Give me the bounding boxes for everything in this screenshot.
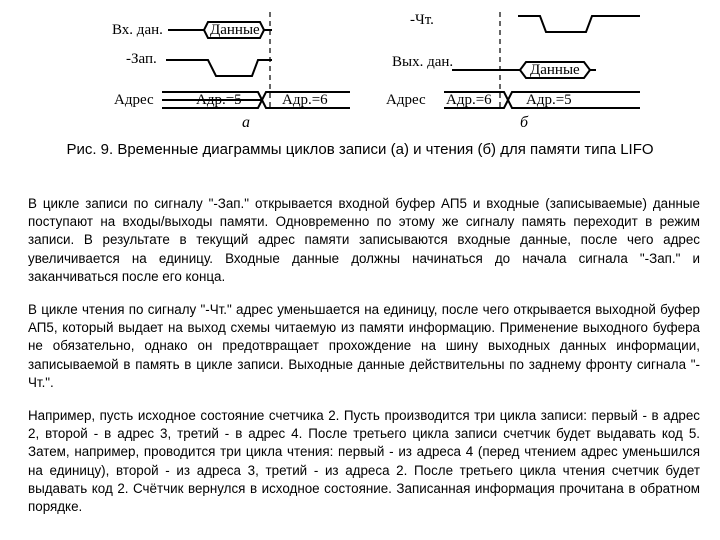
label-address-b: Адрес xyxy=(386,92,426,108)
label-addr-b1: Адр.=6 xyxy=(446,92,492,108)
paragraph-read-cycle: В цикле чтения по сигналу "-Чт." адрес уменьшается на единицу, после чего открывается выходной буфер АП5, который выдает на выход схемы читаемую из памяти информацию. Применение выходного буфера не обязательно, однако он предотвращает прохождение на шину выходных данных информации, записываемой в память в цикле записи. Выходные данные действительны по заднему фронту сигнала "-Чт.". xyxy=(28,302,700,390)
label-address-a: Адрес xyxy=(114,92,154,108)
paragraph-write-cycle: В цикле записи по сигналу "-Зап." открывается входной буфер АП5 и входные (записываемые) данные поступают на входы/выходы памяти. Одновременно по этому же сигналу память переходит в режим записи. В результате в текущий адрес памяти записываются входные данные, после чего адрес увеличивается на единицу. Входные данные должны начинаться до начала сигнала "-Зап." и заканчиваться после его конца. xyxy=(28,196,700,284)
timing-diagrams-svg xyxy=(0,0,720,140)
label-data-b: Данные xyxy=(530,62,580,78)
label-read: -Чт. xyxy=(410,12,434,28)
figure-caption: Рис. 9. Временные диаграммы циклов записи (а) и чтения (б) для памяти типа LIFO xyxy=(66,141,654,158)
label-addr-a2: Адр.=6 xyxy=(282,92,328,108)
label-data-a: Данные xyxy=(210,22,260,38)
label-write: -Зап. xyxy=(126,51,157,67)
label-data-out: Вых. дан. xyxy=(392,54,454,70)
sublabel-b: б xyxy=(520,114,529,131)
timing-diagrams xyxy=(0,0,720,140)
label-addr-a1: Адр.=5 xyxy=(196,92,242,108)
write-waveform xyxy=(166,60,272,76)
sublabel-a: а xyxy=(242,114,250,131)
read-waveform xyxy=(518,16,640,32)
label-addr-b2: Адр.=5 xyxy=(526,92,572,108)
label-data-in: Вх. дан. xyxy=(112,22,163,38)
paragraph-example: Например, пусть исходное состояние счетчика 2. Пусть производится три цикла записи: первый - в адрес 2, второй - в адрес 3, третий - в адрес 4. После третьего цикла записи счетчик будет выдавать код 5. Затем, например, проводится три цикла чтения: первый - из адреса 4 (перед чтением адрес уменьшился на единицу), второй - из адреса 3, третий - из адреса 2. После третьего цикла чтения счетчик будет выдавать код 2. Счётчик вернулся в исходное состояние. Записанная информация прочитана в обратном порядке. xyxy=(28,408,700,515)
